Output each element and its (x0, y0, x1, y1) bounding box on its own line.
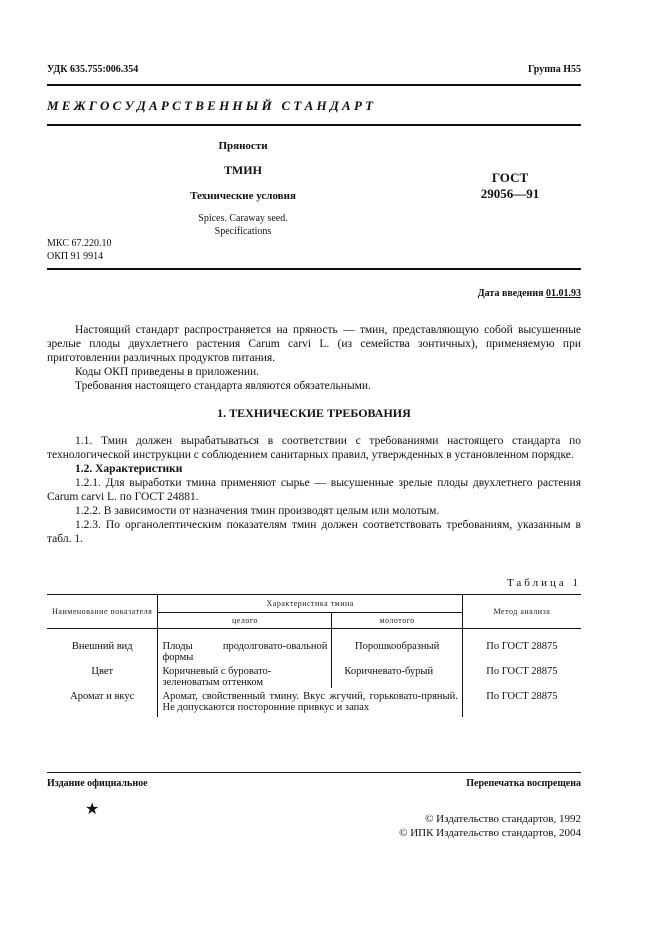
section-heading-technical-requirements: 1. ТЕХНИЧЕСКИЕ ТРЕБОВАНИЯ (217, 406, 411, 420)
column-header-ground: молотого (332, 613, 462, 629)
intro-section (47, 323, 581, 393)
clause-1-2-1: 1.2.1. Для выработки тмина применяют сырье — высушенные зрелые плоды двухлетнего растения Carum carvi L. по ГОСТ 24881. (47, 477, 581, 503)
standard-banner: М Е Ж Г О С У Д А Р С Т В Е Н Н Ы Й С Т А Н Д А Р Т (47, 98, 374, 113)
table-row (47, 688, 581, 717)
gost-label: ГОСТ (491, 170, 529, 185)
row-indicator: Цвет (47, 663, 158, 688)
row-method: По ГОСТ 28875 (486, 641, 558, 652)
copyright-2004: © ИПК Издательство стандартов, 2004 (399, 827, 581, 839)
document-category: Пряности (218, 140, 268, 152)
intro-paragraph-mandatory: Требования настоящего стандарта являются обязательными. (75, 380, 371, 392)
clause-1-2-2: 1.2.2. В зависимости от назначения тмин производят целым или молотым. (75, 505, 440, 517)
table-row (47, 629, 581, 664)
column-header-analysis-method: Метод анализа (462, 595, 581, 629)
okp-code: ОКП 91 9914 (47, 251, 104, 262)
clause-1-1: 1.1. Тмин должен вырабатываться в соответствии с требованиями настоящего стандарта по технологической инструкции с соблюдением санитарных правил, утвержденных в установленном порядке. (47, 435, 581, 461)
english-title-line1: Spices. Caraway seed. (198, 213, 288, 224)
udk-code: УДК 635.755:006.354 (47, 64, 139, 75)
table-organoleptic (47, 594, 581, 717)
column-header-whole: целого (158, 613, 332, 629)
effective-date (478, 288, 581, 299)
table-row (47, 663, 581, 688)
row-method: По ГОСТ 28875 (486, 666, 558, 677)
reprint-prohibited: Перепечатка воспрещена (466, 778, 581, 789)
row-whole-value: Коричневый с буровато-зеленоватым оттенком (158, 663, 332, 688)
row-method: По ГОСТ 28875 (486, 691, 558, 702)
star-icon: ★ (85, 799, 100, 818)
row-whole-value: Плоды продолговато-овальной формы (158, 629, 332, 664)
mks-code: МКС 67.220.10 (47, 238, 112, 249)
gost-number: 29056—91 (480, 186, 540, 201)
group-code: Группа Н55 (528, 64, 581, 75)
header-rule-bottom (47, 124, 581, 126)
english-title-line2: Specifications (214, 226, 272, 237)
column-header-caraway-characteristics: Характеристика тмина (158, 595, 462, 613)
row-ground-value: Коричневато-бурый (332, 663, 462, 688)
copyright-1992: © Издательство стандартов, 1992 (425, 813, 581, 825)
official-edition: Издание официальное (47, 778, 148, 789)
intro-paragraph-scope: Настоящий стандарт распространяется на пряность — тмин, представляющую собой высушенные зрелые плоды двухлетнего растения Carum carvi L. (из семейства зонтичных), применяемую при приготовлении различных продуктов питания. (47, 324, 581, 364)
effective-date-label: Дата введения (477, 288, 544, 299)
intro-paragraph-okp: Коды ОКП приведены в приложении. (75, 366, 260, 378)
row-indicator: Внешний вид (47, 629, 158, 664)
table-caption: Таблица 1 (506, 577, 581, 589)
footer-rule (47, 772, 581, 773)
row-indicator: Аромат и вкус (47, 688, 158, 717)
header-rule-top (47, 84, 581, 86)
section1-body (47, 434, 581, 546)
clause-1-2-3: 1.2.3. По органолептическим показателям тмин должен соответствовать требованиям, указанным в табл. 1. (47, 519, 581, 545)
document-title: ТМИН (224, 163, 262, 177)
effective-date-value: 01.01.93 (546, 288, 581, 299)
document-subtitle: Технические условия (190, 190, 296, 202)
clause-1-2-heading: 1.2. Характеристики (75, 463, 183, 475)
row-merged-value: Аромат, свойственный тмину. Вкус жгучий, горьковато-пряный. Не допускаются посторонние привкус и запах (158, 688, 462, 717)
row-ground-value: Порошкообразный (332, 629, 462, 664)
column-header-indicator: Наименование показателя (47, 595, 158, 629)
title-block-rule (47, 268, 581, 270)
